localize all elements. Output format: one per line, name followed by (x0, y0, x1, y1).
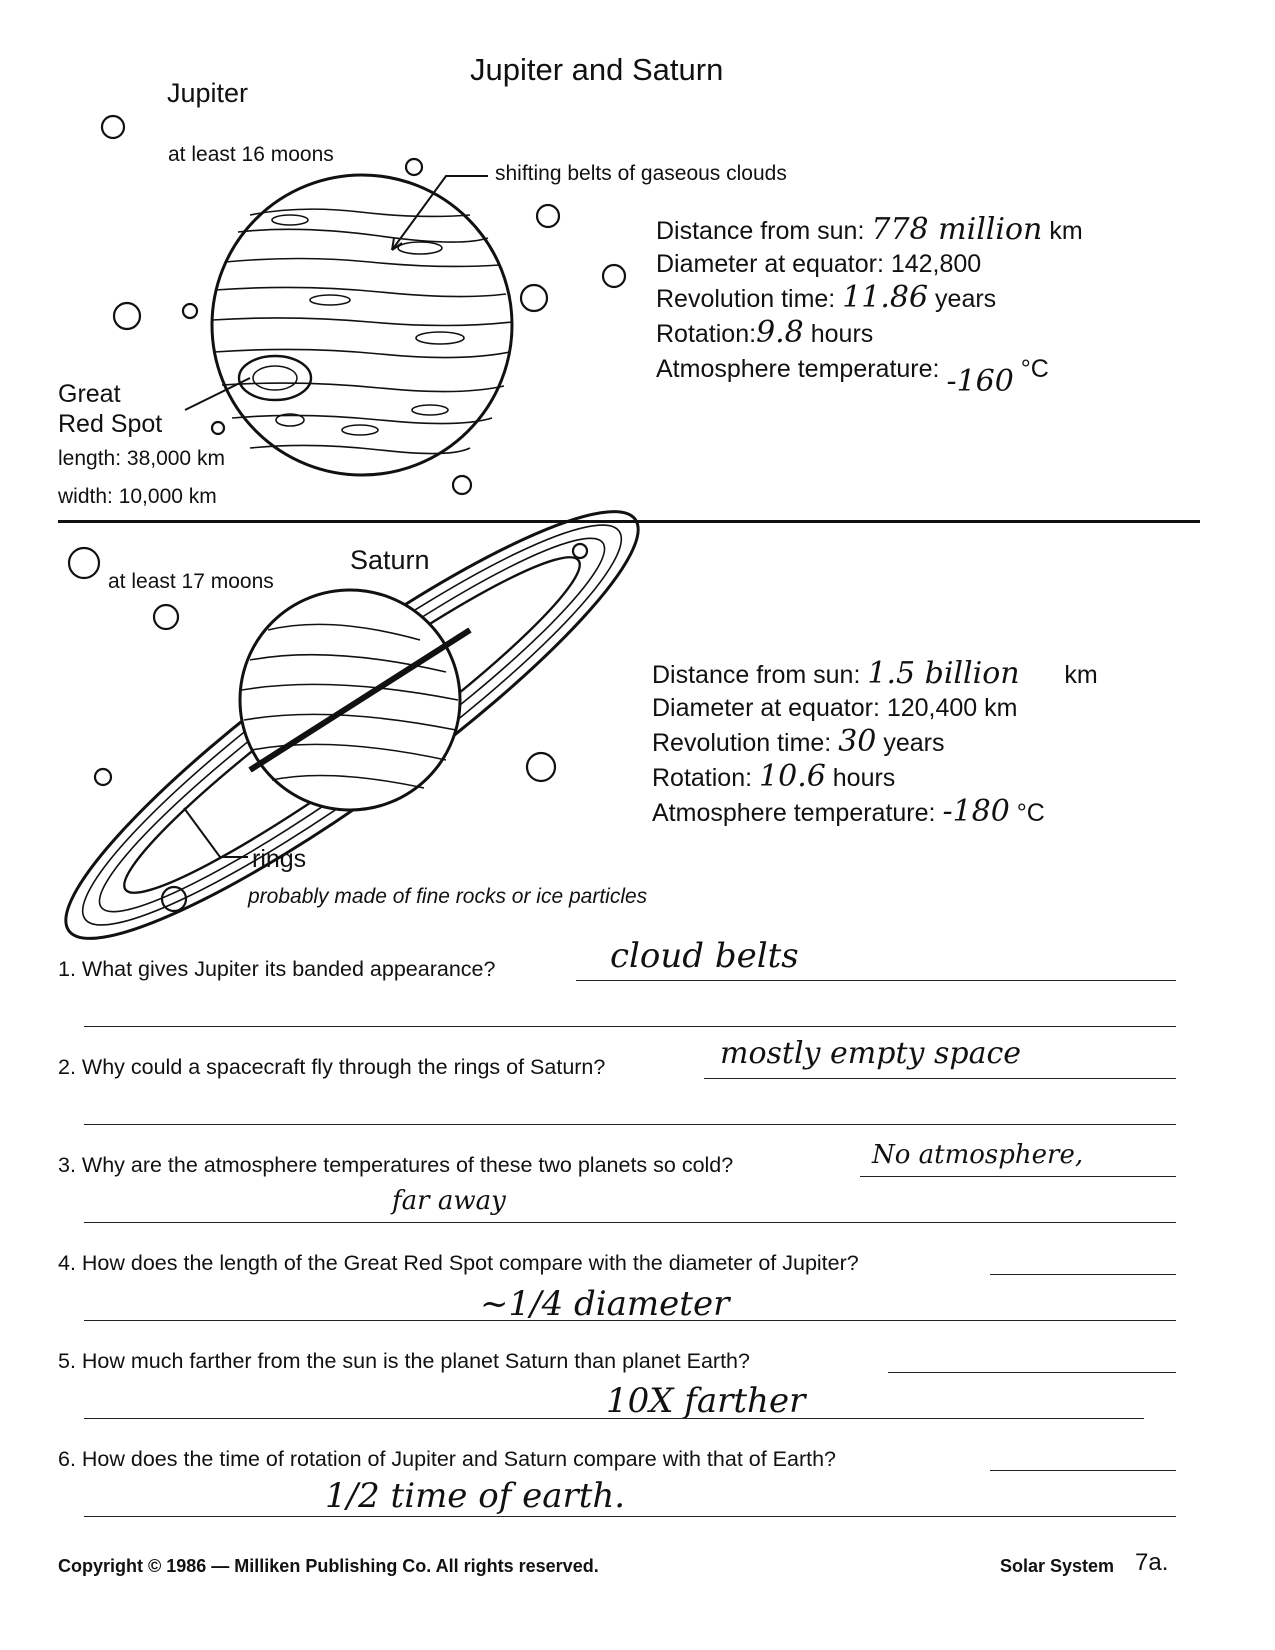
jupiter-rotation-answer: 9.8 (756, 315, 804, 350)
question-4: 4. How does the length of the Great Red Spot compare with the diameter of Jupiter? (58, 1251, 859, 1275)
answer-line (84, 1222, 1176, 1223)
saturn-temperature-answer: -180 (942, 794, 1010, 829)
saturn-revolution: Revolution time: 30 years (652, 724, 945, 759)
answer-line (704, 1078, 1176, 1079)
saturn-rotation-answer: 10.6 (759, 759, 826, 794)
saturn-diameter: Diameter at equator: 120,400 km (652, 694, 1018, 722)
answer-line (84, 1124, 1176, 1125)
footer-section: Solar System (1000, 1556, 1115, 1576)
saturn-revolution-answer: 30 (838, 724, 877, 759)
jupiter-distance-answer: 778 million (871, 212, 1043, 247)
answer-6-line2[interactable]: 1/2 time of earth. (325, 1476, 626, 1516)
answer-line (990, 1470, 1176, 1471)
answer-2-line1[interactable]: mostly empty space (720, 1036, 1022, 1071)
answer-line (990, 1274, 1176, 1275)
saturn-moons-label: at least 17 moons (108, 570, 274, 593)
saturn-rotation: Rotation: 10.6 hours (652, 759, 896, 794)
jupiter-rotation: Rotation:9.8 hours (656, 315, 874, 350)
answer-1-line1[interactable]: cloud belts (610, 936, 799, 976)
great-red-spot-label-line2: Red Spot (58, 410, 163, 438)
question-1: 1. What gives Jupiter its banded appearance? (58, 957, 496, 981)
answer-line (860, 1176, 1176, 1177)
jupiter-diameter: Diameter at equator: 142,800 (656, 250, 982, 278)
answer-4-line2[interactable]: ~1/4 diameter (480, 1284, 730, 1324)
saturn-temperature: Atmosphere temperature: -180 °C (652, 794, 1045, 829)
page-number: 7a. (1135, 1549, 1169, 1576)
great-red-spot-width: width: 10,000 km (58, 485, 217, 508)
answer-5-line2[interactable]: 10X farther (606, 1381, 806, 1421)
page-title: Jupiter and Saturn (470, 52, 724, 87)
answer-line (576, 980, 1176, 981)
saturn-rings-label: rings (252, 845, 307, 873)
question-3: 3. Why are the atmosphere temperatures of these two planets so cold? (58, 1153, 734, 1177)
jupiter-facts (656, 212, 1083, 399)
copyright-notice: Copyright © 1986 — Milliken Publishing Co. All rights reserved. (58, 1556, 599, 1576)
answer-line (84, 1026, 1176, 1027)
section-divider (58, 520, 1200, 523)
answer-line (84, 1320, 1176, 1321)
saturn-rings-note: probably made of fine rocks or ice particles (248, 885, 648, 908)
answer-3-line2[interactable]: far away (392, 1186, 506, 1216)
question-5: 5. How much farther from the sun is the planet Saturn than planet Earth? (58, 1349, 750, 1373)
saturn-facts (652, 657, 1098, 830)
saturn-distance: Distance from sun: 1.5 billion km (652, 656, 1098, 691)
great-red-spot-length: length: 38,000 km (58, 447, 225, 470)
jupiter-revolution: Revolution time: 11.86 years (656, 280, 997, 315)
jupiter-revolution-answer: 11.86 (842, 280, 929, 315)
jupiter-temperature-answer: -160 (946, 364, 1014, 399)
answer-line (888, 1372, 1176, 1373)
jupiter-temperature: Atmosphere temperature: -160 °C (656, 355, 1049, 399)
question-6: 6. How does the time of rotation of Jupiter and Saturn compare with that of Earth? (58, 1447, 837, 1471)
answer-line (84, 1418, 1144, 1419)
answer-3-line1[interactable]: No atmosphere, (872, 1140, 1084, 1170)
jupiter-cloud-bands (212, 209, 512, 453)
saturn-heading: Saturn (350, 545, 430, 575)
great-red-spot-label-line1: Great (58, 380, 121, 408)
answer-line (84, 1516, 1176, 1517)
jupiter-distance: Distance from sun: 778 million km (656, 212, 1083, 247)
saturn-distance-answer: 1.5 billion (867, 656, 1020, 691)
jupiter-moons-label: at least 16 moons (168, 143, 334, 166)
question-2: 2. Why could a spacecraft fly through the rings of Saturn? (58, 1055, 606, 1079)
jupiter-belts-label: shifting belts of gaseous clouds (495, 162, 787, 185)
jupiter-heading: Jupiter (167, 78, 249, 108)
